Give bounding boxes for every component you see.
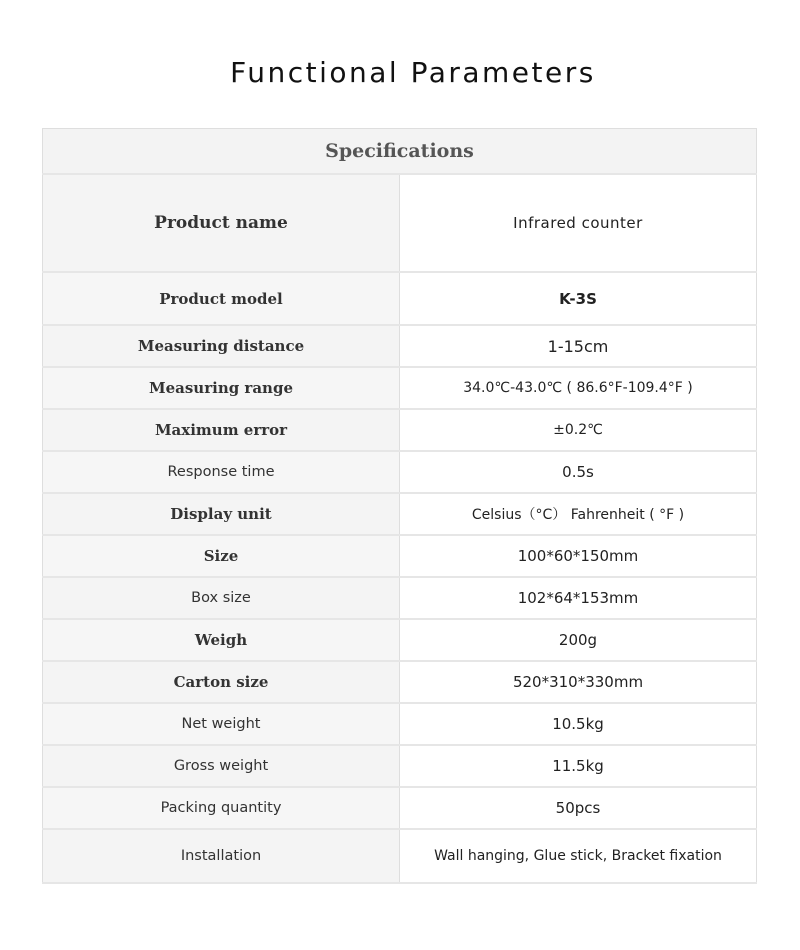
row-value-net-weight: 10.5kg [400, 703, 757, 745]
table-header-row [43, 129, 757, 175]
row-value-measuring-distance: 1-15cm [400, 325, 757, 367]
table-row [43, 325, 757, 367]
row-label-display-unit: Display unit [43, 493, 400, 535]
table-row [43, 829, 757, 883]
table-row [43, 367, 757, 409]
row-value-maximum-error: ±0.2℃ [400, 409, 757, 451]
row-value-response-time: 0.5s [400, 451, 757, 493]
table-row [43, 703, 757, 745]
row-label-weigh: Weigh [43, 619, 400, 661]
table-row [43, 493, 757, 535]
row-label-installation: Installation [43, 829, 400, 883]
table-row [43, 787, 757, 829]
row-label-box-size: Box size [43, 577, 400, 619]
row-value-weigh: 200g [400, 619, 757, 661]
table-header: Specifications [43, 129, 757, 175]
row-label-measuring-range: Measuring range [43, 367, 400, 409]
row-label-maximum-error: Maximum error [43, 409, 400, 451]
table-row [43, 272, 757, 325]
row-label-gross-weight: Gross weight [43, 745, 400, 787]
row-value-size: 100*60*150mm [400, 535, 757, 577]
table-row [43, 451, 757, 493]
row-label-measuring-distance: Measuring distance [43, 325, 400, 367]
row-value-product-name: Infrared counter [400, 174, 757, 272]
table-row [43, 174, 757, 272]
row-label-net-weight: Net weight [43, 703, 400, 745]
row-label-packing-quantity: Packing quantity [43, 787, 400, 829]
row-label-product-name: Product name [43, 174, 400, 272]
row-label-response-time: Response time [43, 451, 400, 493]
row-value-box-size: 102*64*153mm [400, 577, 757, 619]
row-value-gross-weight: 11.5kg [400, 745, 757, 787]
row-label-size: Size [43, 535, 400, 577]
row-label-product-model: Product model [43, 272, 400, 325]
row-value-packing-quantity: 50pcs [400, 787, 757, 829]
specifications-table [42, 128, 757, 884]
row-value-installation: Wall hanging, Glue stick, Bracket fixation [400, 829, 757, 883]
row-value-display-unit: Celsius（°C） Fahrenheit ( °F ) [400, 493, 757, 535]
row-value-product-model: K-3S [400, 272, 757, 325]
row-label-carton-size: Carton size [43, 661, 400, 703]
row-value-measuring-range: 34.0℃-43.0℃ ( 86.6°F-109.4°F ) [400, 367, 757, 409]
table-row [43, 619, 757, 661]
table-row [43, 577, 757, 619]
table-row [43, 535, 757, 577]
table-row [43, 745, 757, 787]
table-row [43, 661, 757, 703]
page-title: Functional Parameters [230, 56, 596, 89]
table-row [43, 409, 757, 451]
row-value-carton-size: 520*310*330mm [400, 661, 757, 703]
